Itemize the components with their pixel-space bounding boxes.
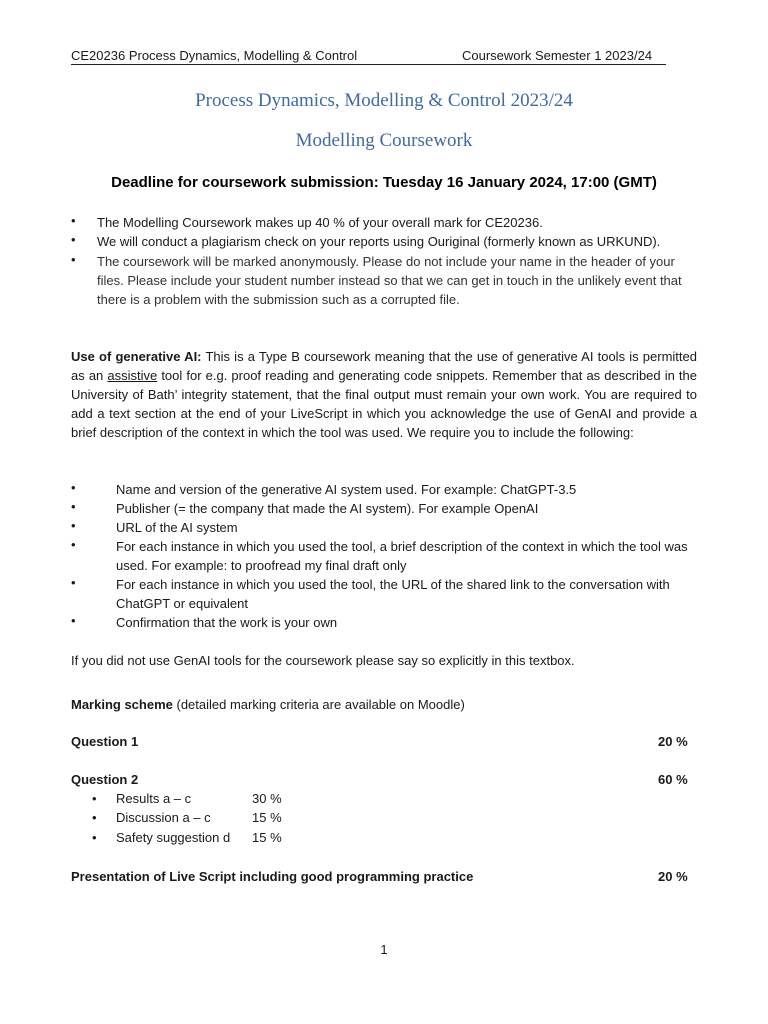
deadline-line: Deadline for coursework submission: Tuesday 16 January 2024, 17:00 (GMT) xyxy=(111,174,657,191)
genai-item: For each instance in which you used the tool, a brief description of the context in which the tool was used. For example: to proofread my final draft only xyxy=(116,539,688,573)
bullet-icon: • xyxy=(71,232,76,247)
bullet-icon: • xyxy=(71,518,76,533)
q2-item-percent: 30 % xyxy=(252,791,282,806)
presentation-percent: 20 % xyxy=(658,869,688,884)
bullet-icon: • xyxy=(71,252,76,267)
bullet-icon: • xyxy=(71,613,76,628)
genai-item: URL of the AI system xyxy=(116,520,238,535)
marking-scheme-line xyxy=(71,695,697,714)
intro-bullet: We will conduct a plagiarism check on your reports using Ouriginal (formerly known as URKUND). xyxy=(97,234,661,249)
header-course-title: CE20236 Process Dynamics, Modelling & Control xyxy=(71,48,358,63)
genai-paragraph xyxy=(71,347,697,442)
intro-bullet: The Modelling Coursework makes up 40 % of your overall mark for CE20236. xyxy=(97,215,543,230)
question-1-label: Question 1 xyxy=(71,734,139,749)
genai-text-1: This is a Type B coursework meaning that the use of generative AI tools is permitted as an xyxy=(71,349,697,383)
bullet-icon: • xyxy=(71,575,76,590)
genai-item: Publisher (= the company that made the AI system). For example OpenAI xyxy=(116,501,539,516)
page-number: 1 xyxy=(380,942,388,957)
bullet-icon: • xyxy=(71,480,76,495)
genai-underlined-word: assistive xyxy=(107,368,158,383)
document-subtitle: Modelling Coursework xyxy=(295,130,473,151)
genai-text-2: tool for e.g. proof reading and generating code snippets. Remember that as described in the University of Bath’ integrity statement, that the final output must remain your own work. You are required to add a text section at the end of your LiveScript in which you acknowledge the use of GenAI and provide a brief description of the context in which the tool was used. We require you to include the following: xyxy=(71,368,697,440)
header-semester: Coursework Semester 1 2023/24 xyxy=(462,48,653,63)
q2-item-percent: 15 % xyxy=(252,830,282,845)
q2-item-label: Safety suggestion d xyxy=(116,830,231,845)
bullet-icon: • xyxy=(71,499,76,514)
question-2-percent: 60 % xyxy=(658,772,688,787)
q2-item-percent: 15 % xyxy=(252,810,282,825)
header-rule xyxy=(71,64,666,65)
genai-item: Confirmation that the work is your own xyxy=(116,615,338,630)
question-2-label: Question 2 xyxy=(71,772,139,787)
bullet-icon: • xyxy=(92,791,97,806)
marking-note: (detailed marking criteria are available on Moodle) xyxy=(172,697,465,712)
genai-closing: If you did not use GenAI tools for the coursework please say so explicitly in this textbox. xyxy=(71,653,575,668)
bullet-icon: • xyxy=(71,537,76,552)
marking-heading: Marking scheme xyxy=(71,697,173,712)
q2-item-label: Results a – c xyxy=(116,791,192,806)
question-1-percent: 20 % xyxy=(658,734,688,749)
q2-item-label: Discussion a – c xyxy=(116,810,211,825)
document-title: Process Dynamics, Modelling & Control 2023/24 xyxy=(195,90,573,111)
bullet-icon: • xyxy=(92,830,97,845)
intro-bullet: The coursework will be marked anonymously. Please do not include your name in the header of your files. Please include your student number instead so that we can get in touch in the unlikely event that there is a problem with the submission such as a corrupted file. xyxy=(97,254,682,307)
genai-item: For each instance in which you used the tool, the URL of the shared link to the conversation with ChatGPT or equivalent xyxy=(116,577,670,611)
bullet-icon: • xyxy=(71,213,76,228)
presentation-label: Presentation of Live Script including good programming practice xyxy=(71,869,474,884)
genai-item: Name and version of the generative AI system used. For example: ChatGPT-3.5 xyxy=(116,482,577,497)
genai-heading: Use of generative AI: xyxy=(71,349,202,364)
bullet-icon: • xyxy=(92,810,97,825)
